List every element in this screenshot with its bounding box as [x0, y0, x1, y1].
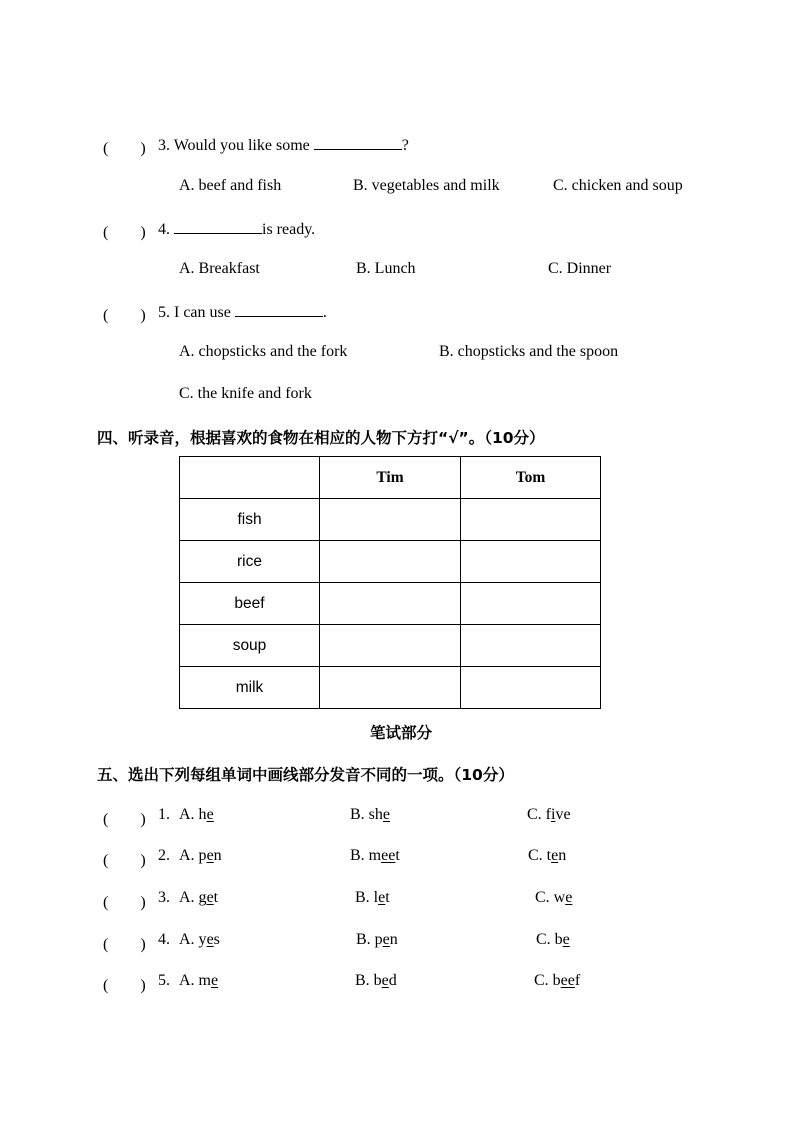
question-4-tail: is ready.	[262, 221, 316, 238]
check-cell-tom-fish[interactable]	[461, 499, 601, 541]
q5-option-b[interactable]: B. chopsticks and the spoon	[439, 343, 619, 360]
answer-paren-s5-5[interactable]: ( )	[103, 977, 146, 994]
row-label-fish: fish	[180, 499, 320, 541]
option-text: B. p	[356, 931, 383, 948]
check-cell-tom-soup[interactable]	[461, 625, 601, 667]
option-text: t	[395, 847, 400, 864]
option-text: C. w	[535, 889, 566, 906]
pronunciation-option-b[interactable]	[355, 972, 397, 990]
underlined-letters: e	[562, 931, 570, 948]
check-cell-tom-rice[interactable]	[461, 541, 601, 583]
answer-blank-q3[interactable]	[314, 135, 402, 150]
table-row	[180, 499, 601, 541]
pronunciation-option-c[interactable]	[536, 931, 570, 949]
row-label-milk: milk	[180, 667, 320, 709]
pronunciation-option-c[interactable]	[535, 889, 572, 907]
written-part-heading: 笔试部分	[370, 724, 433, 742]
pronunciation-option-b[interactable]	[350, 806, 390, 824]
section-5-title: 五、选出下列每组单词中画线部分发音不同的一项。（10分）	[97, 766, 514, 784]
option-text: t	[385, 889, 390, 906]
item-number: 4.	[158, 931, 170, 948]
option-text: A. m	[179, 972, 211, 989]
option-text: A. p	[179, 847, 207, 864]
item-number: 3.	[158, 889, 170, 906]
q5-option-c[interactable]: C. the knife and fork	[179, 385, 312, 402]
pronunciation-option-c[interactable]	[528, 847, 566, 865]
pronunciation-option-a[interactable]	[179, 931, 220, 949]
question-5-text: 5. I can use	[158, 304, 235, 321]
question-4	[158, 219, 315, 239]
answer-paren-q5[interactable]: ( )	[103, 307, 146, 324]
option-text: t	[213, 889, 219, 906]
pronunciation-option-a[interactable]	[179, 847, 222, 865]
option-text: n	[558, 847, 567, 864]
question-3	[158, 135, 409, 155]
question-4-text: 4.	[158, 221, 174, 238]
check-cell-tim-fish[interactable]	[320, 499, 461, 541]
underlined-letters: e	[211, 972, 219, 989]
underlined-letters: e	[565, 889, 573, 906]
option-text: A. y	[179, 931, 207, 948]
option-text: A. g	[179, 889, 207, 906]
table-row	[180, 625, 601, 667]
underlined-letters: e	[382, 931, 390, 948]
pronunciation-option-a[interactable]	[179, 972, 218, 990]
option-text: ve	[555, 806, 571, 823]
option-text: C. b	[536, 931, 563, 948]
answer-paren-q3[interactable]: ( )	[103, 140, 146, 157]
option-text: B. m	[350, 847, 382, 864]
option-text: f	[574, 972, 581, 989]
underlined-letters: e	[206, 931, 214, 948]
pronunciation-option-a[interactable]	[179, 806, 214, 824]
answer-paren-s5-1[interactable]: ( )	[103, 811, 146, 828]
q4-option-a[interactable]: A. Breakfast	[179, 260, 260, 277]
pronunciation-option-b[interactable]	[350, 847, 400, 865]
option-text: B. b	[355, 972, 382, 989]
underlined-letters: e	[206, 889, 214, 906]
table-row	[180, 667, 601, 709]
option-text: B. l	[355, 889, 379, 906]
row-label-soup: soup	[180, 625, 320, 667]
option-text: A. h	[179, 806, 207, 823]
section-4-title: 四、听录音，根据喜欢的食物在相应的人物下方打“√”。（10分）	[97, 429, 545, 447]
answer-paren-s5-4[interactable]: ( )	[103, 936, 146, 953]
option-text: s	[213, 931, 220, 948]
table-header-tim: Tim	[320, 457, 461, 499]
item-number: 1.	[158, 806, 170, 823]
underlined-letters: e	[382, 806, 391, 823]
table-header-corner	[180, 457, 320, 499]
table-row	[180, 541, 601, 583]
answer-paren-q4[interactable]: ( )	[103, 224, 146, 241]
option-text: C. t	[528, 847, 552, 864]
option-text: n	[213, 847, 222, 864]
underlined-letters: e	[206, 847, 214, 864]
check-cell-tim-milk[interactable]	[320, 667, 461, 709]
pronunciation-option-b[interactable]	[355, 889, 390, 907]
question-5	[158, 302, 327, 322]
check-cell-tim-soup[interactable]	[320, 625, 461, 667]
row-label-rice: rice	[180, 541, 320, 583]
underlined-letters: e	[206, 806, 214, 823]
underlined-letters: i	[551, 806, 556, 823]
question-3-text: 3. Would you like some	[158, 137, 314, 154]
pronunciation-option-b[interactable]	[356, 931, 398, 949]
underlined-letters: ee	[381, 847, 396, 864]
pronunciation-option-c[interactable]	[527, 806, 571, 824]
table-header-tom: Tom	[461, 457, 601, 499]
option-text: n	[389, 931, 398, 948]
q4-option-b[interactable]: B. Lunch	[356, 260, 416, 277]
underlined-letters: e	[551, 847, 559, 864]
answer-blank-q4[interactable]	[174, 219, 262, 234]
question-3-tail: ?	[401, 137, 409, 154]
option-text: B. sh	[350, 806, 383, 823]
underlined-letters: ee	[560, 972, 575, 989]
table-row	[180, 583, 601, 625]
option-text: C. b	[534, 972, 561, 989]
food-preference-table	[179, 456, 601, 709]
q5-option-a[interactable]: A. chopsticks and the fork	[179, 343, 348, 360]
answer-paren-s5-2[interactable]: ( )	[103, 852, 146, 869]
check-cell-tom-milk[interactable]	[461, 667, 601, 709]
answer-blank-q5[interactable]	[235, 302, 323, 317]
q3-option-b[interactable]: B. vegetables and milk	[353, 177, 500, 194]
underlined-letters: e	[378, 889, 386, 906]
table-header-row	[180, 457, 601, 499]
pronunciation-option-a[interactable]	[179, 889, 218, 907]
q4-option-c[interactable]: C. Dinner	[548, 260, 612, 277]
row-label-beef: beef	[180, 583, 320, 625]
check-cell-tom-beef[interactable]	[461, 583, 601, 625]
option-text: C. f	[527, 806, 551, 823]
q3-option-c[interactable]: C. chicken and soup	[553, 177, 683, 194]
q3-option-a[interactable]: A. beef and fish	[179, 177, 282, 194]
question-5-tail: .	[322, 304, 327, 321]
check-cell-tim-beef[interactable]	[320, 583, 461, 625]
answer-paren-s5-3[interactable]: ( )	[103, 894, 146, 911]
item-number: 2.	[158, 847, 170, 864]
underlined-letters: e	[381, 972, 389, 989]
check-cell-tim-rice[interactable]	[320, 541, 461, 583]
pronunciation-option-c[interactable]	[534, 972, 580, 990]
item-number: 5.	[158, 972, 170, 989]
option-text: d	[388, 972, 397, 989]
